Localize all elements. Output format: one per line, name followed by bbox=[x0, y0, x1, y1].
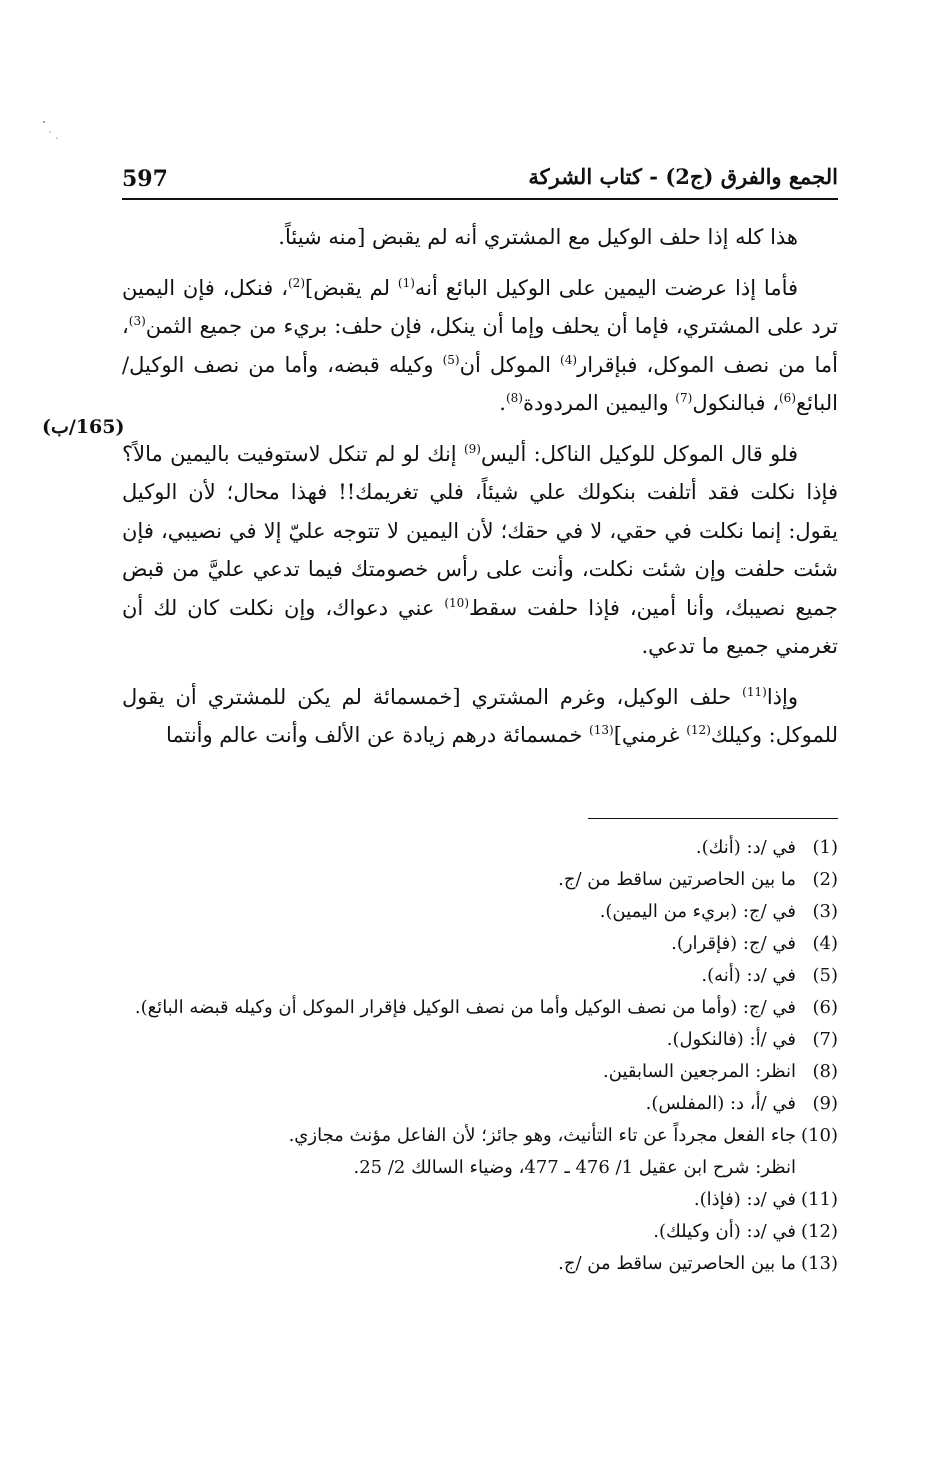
footnote-text: في /د: (أنه). bbox=[701, 965, 796, 986]
footnotes bbox=[122, 832, 838, 1280]
paragraph-2: فأما إذا عرضت اليمين على الوكيل البائع أنه$^{(1)}$ لم يقبض]$^{(2)}$، فنكل، فإن اليمين ترد على المشتري، فإما أن يحلف وإما أن ينكل، فإن حلف: بريء من جميع الثمن$^{(3)}$، أما من نصف الموكل، فبإقرار$^{(4)}$ الموكل أن$^{(5)}$ وكيله قبضه، وأما من نصف الوكيل/ البائع$^{(6)}$، فبالنكول$^{(7)}$ واليمين المردودة$^{(8)}$. bbox=[122, 275, 838, 415]
footnote-item bbox=[122, 960, 838, 992]
footnote-ref[interactable]: (2) bbox=[287, 275, 305, 290]
footnote-divider bbox=[588, 818, 838, 819]
footnote-text: في /د: (أن وكيلك). bbox=[653, 1221, 796, 1242]
footnote-text: في /أ، د: (المفلس). bbox=[645, 1093, 796, 1114]
footnote-ref[interactable]: (6) bbox=[778, 391, 796, 405]
footnote-item bbox=[122, 928, 838, 960]
footnote-number: (2) bbox=[812, 869, 838, 890]
footnote-continuation: انظر: شرح ابن عقيل 1/ 476 ـ 477، وضياء السالك 2/ 25. bbox=[353, 1157, 796, 1178]
footnote-item bbox=[122, 832, 838, 864]
footnote-text: في /د: (فإذا). bbox=[693, 1189, 796, 1210]
footnote-ref[interactable]: (1) bbox=[397, 275, 415, 290]
footnote-ref[interactable]: (8) bbox=[505, 391, 523, 405]
page-number: 597 bbox=[122, 166, 168, 192]
footnote-item bbox=[122, 992, 838, 1024]
footnote-number: (1) bbox=[812, 837, 838, 858]
paragraph-3: فلو قال الموكل للوكيل الناكل: أليس$^{(9)}$ إنك لو لم تنكل لاستوفيت باليمين مالاً؟ فإذا نكلت فقد أتلفت بنكولك علي شيئاً، فلي تغريمك!! فهذا محال؛ لأن الوكيل يقول: إنما نكلت في حقي، لا في حقك؛ لأن اليمين لا تتوجه عليّ إلا في نصيبي، فإن شئت حلفت وإن شئت نكلت، وأنت على رأس خصومتك فيما تدعي عليَّ من قبض جميع نصيبك، وأنا أمين، فإذا حلفت سقط$^{(10)}$ عني دعواك، وإن نكلت كان لك أن تغرمني جميع ما تدعي. bbox=[122, 441, 838, 658]
footnote-item bbox=[122, 1120, 838, 1152]
scan-specks bbox=[40, 118, 70, 158]
footnote-text: في /أ: (فالنكول). bbox=[666, 1029, 796, 1050]
footnote-item bbox=[122, 896, 838, 928]
main-text bbox=[122, 218, 838, 767]
footnote-item bbox=[122, 1088, 838, 1120]
footnote-text: جاء الفعل مجرداً عن تاء التأنيث، وهو جائز؛ لأن الفاعل مؤنث مجازي. bbox=[288, 1125, 796, 1146]
footnote-text: في /ج: (وأما من نصف الوكيل وأما من نصف الوكيل فإقرار الموكل أن وكيله قبضه البائع). bbox=[134, 997, 796, 1018]
margin-folio-note: (165/ب) bbox=[42, 416, 125, 438]
footnote-text: في /ج: (فإقرار). bbox=[671, 933, 796, 954]
running-title: الجمع والفرق (ج2) - كتاب الشركة bbox=[528, 164, 838, 189]
footnote-ref[interactable]: (5) bbox=[442, 352, 460, 367]
footnote-number: (9) bbox=[812, 1093, 838, 1114]
footnote-ref[interactable]: (12) bbox=[686, 723, 711, 737]
footnote-item bbox=[122, 1024, 838, 1056]
footnote-item bbox=[122, 864, 838, 896]
footnote-number: (6) bbox=[812, 997, 838, 1018]
footnote-text: في /د: (أنك). bbox=[695, 837, 796, 858]
footnote-text: ما بين الحاصرتين ساقط من /ج. bbox=[558, 1253, 796, 1274]
footnote-number: (13) bbox=[801, 1253, 838, 1274]
footnote-number: (3) bbox=[812, 901, 838, 922]
footnote-ref[interactable]: (11) bbox=[742, 684, 767, 699]
paragraph-1: هذا كله إذا حلف الوكيل مع المشتري أنه لم يقبض [منه شيئاً. bbox=[278, 225, 798, 249]
footnote-text: انظر: المرجعين السابقين. bbox=[603, 1061, 796, 1082]
footnote-item bbox=[122, 1056, 838, 1088]
footnote-number: (4) bbox=[812, 933, 838, 954]
footnote-ref[interactable]: (9) bbox=[463, 441, 481, 456]
footnote-number: (11) bbox=[801, 1189, 838, 1210]
footnote-ref[interactable]: (10) bbox=[444, 595, 470, 610]
footnote-ref[interactable]: (7) bbox=[675, 391, 693, 405]
paragraph-4: وإذا$^{(11)}$ حلف الوكيل، وغرم المشتري [خمسمائة لم يكن للمشتري أن يقول للموكل: وكيلك$^{(12)}$ غرمني]$^{(13)}$ خمسمائة درهم زيادة عن الألف وأنت عالم وأنتما bbox=[122, 684, 838, 747]
footnote-number: (12) bbox=[801, 1221, 838, 1242]
footnote-item bbox=[122, 1216, 838, 1248]
footnote-number: (5) bbox=[812, 965, 838, 986]
footnote-ref[interactable]: (4) bbox=[560, 352, 578, 367]
footnote-number: (7) bbox=[812, 1029, 838, 1050]
footnote-number: (8) bbox=[812, 1061, 838, 1082]
footnote-item bbox=[122, 1184, 838, 1216]
footnote-ref[interactable]: (13) bbox=[589, 723, 614, 737]
footnote-number: (10) bbox=[801, 1125, 838, 1146]
footnote-text: ما بين الحاصرتين ساقط من /ج. bbox=[558, 869, 796, 890]
footnote-text: في /ج: (بريء من اليمين). bbox=[599, 901, 796, 922]
footnote-ref[interactable]: (3) bbox=[128, 314, 146, 328]
footnote-item bbox=[122, 1248, 838, 1280]
page-header bbox=[122, 160, 838, 200]
